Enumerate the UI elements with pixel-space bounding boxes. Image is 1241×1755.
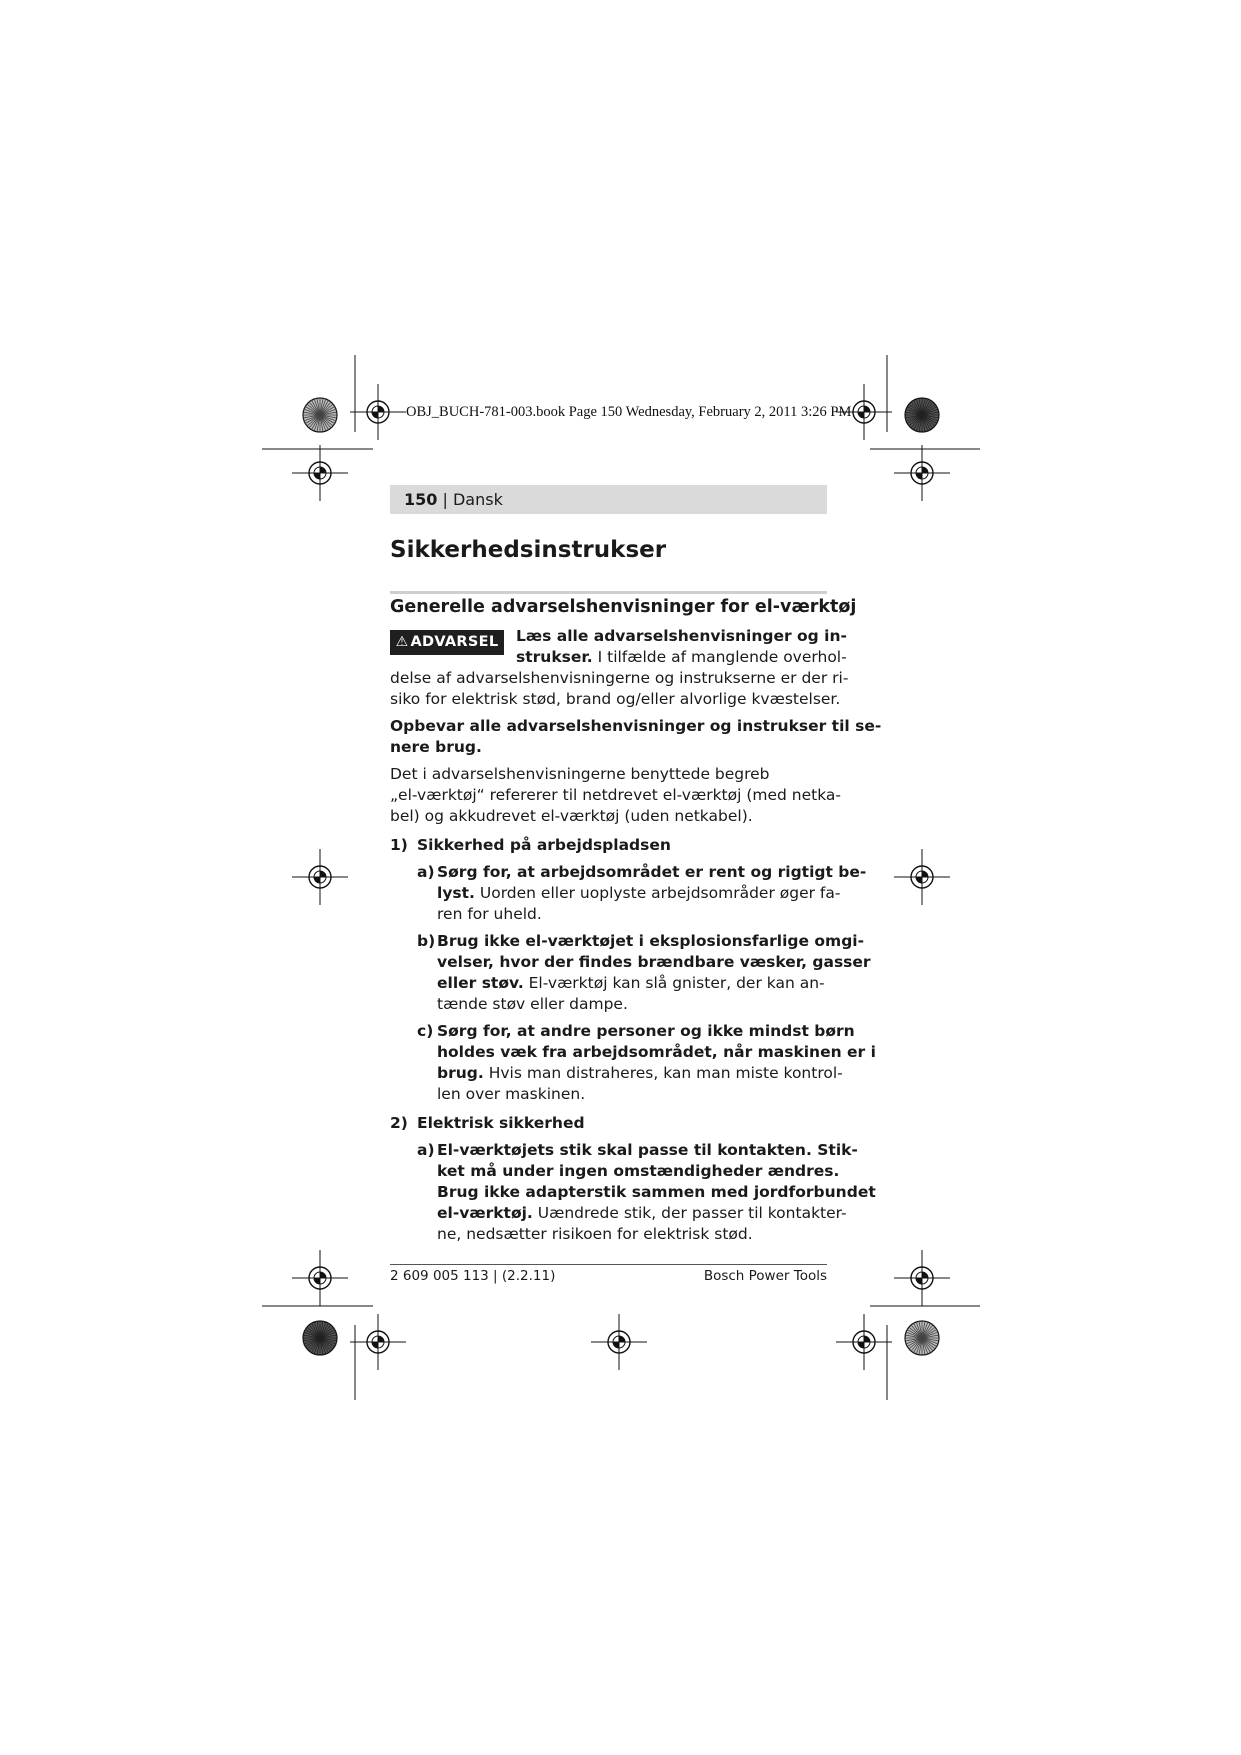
warning-triangle-icon: ⚠ [395, 634, 409, 650]
footer-doc-number: 2 609 005 113 | (2.2.11) [390, 1268, 556, 1284]
keep-instructions-line: nere brug. [390, 738, 482, 756]
list-item-text: lyst. Uorden eller uoplyste arbejdsområder øger fa- [437, 884, 841, 902]
list-item-text: brug. Hvis man distraheres, kan man miste kontrol- [437, 1064, 843, 1082]
list-item-text: tænde støv eller dampe. [437, 995, 628, 1013]
warning-text-line: Læs alle advarselshenvisninger og in- [516, 627, 847, 645]
registration-target-icon [836, 1314, 892, 1370]
registration-target-icon [350, 1314, 406, 1370]
registration-target-icon [292, 1250, 348, 1306]
warning-badge-label: ADVARSEL [410, 634, 499, 650]
registration-target-icon [292, 849, 348, 905]
list-item-text: Brug ikke el-værktøjet i eksplosionsfarlige omgi- [437, 932, 865, 950]
registration-target-icon [894, 849, 950, 905]
list-item-label: a) [417, 1141, 435, 1159]
registration-target-icon [894, 445, 950, 501]
list-item-text: eller støv. El-værktøj kan slå gnister, der kan an- [437, 974, 825, 992]
list-item-text: ren for uheld. [437, 905, 542, 923]
color-star-target-icon [905, 1321, 939, 1355]
footer-divider [390, 1264, 827, 1265]
warning-badge [390, 630, 504, 655]
section-2-title: Elektrisk sikkerhed [417, 1114, 585, 1132]
page-language: Dansk [452, 490, 503, 509]
list-item-label: a) [417, 863, 435, 881]
list-item-text: ket må under ingen omstændigheder ændres. [437, 1162, 840, 1180]
section-divider [390, 591, 827, 594]
registration-target-icon [350, 384, 406, 440]
page-header-separator: | [437, 490, 453, 509]
keep-instructions-line: Opbevar alle advarselshenvisninger og instrukser til se- [390, 717, 882, 735]
section-1-title: Sikkerhed på arbejdspladsen [417, 836, 671, 854]
color-star-target-icon [303, 1321, 337, 1355]
list-item-text: Brug ikke adapterstik sammen med jordforbundet [437, 1183, 876, 1201]
list-item-text: Sørg for, at arbejdsområdet er rent og rigtigt be- [437, 863, 867, 881]
page-header [390, 485, 827, 514]
section-2-number: 2) [390, 1114, 408, 1132]
page-title: Sikkerhedsinstrukser [390, 537, 667, 563]
list-item-label: b) [417, 932, 436, 950]
list-item-text: ne, nedsætter risikoen for elektrisk stød. [437, 1225, 753, 1243]
warning-text-line: delse af advarselshenvisningerne og instrukserne er der ri- [390, 669, 849, 687]
list-item-text: holdes væk fra arbejdsområdet, når maskinen er i [437, 1043, 876, 1061]
definition-line: Det i advarselshenvisningerne benyttede begreb [390, 765, 770, 783]
list-item-label: c) [417, 1022, 434, 1040]
list-item-text: Sørg for, at andre personer og ikke mindst børn [437, 1022, 855, 1040]
color-star-target-icon [905, 398, 939, 432]
definition-line: bel) og akkudrevet el-værktøj (uden netkabel). [390, 807, 753, 825]
section-heading: Generelle advarselshenvisninger for el-værktøj [390, 597, 857, 617]
page-number: 150 [404, 490, 438, 509]
registration-target-icon [292, 445, 348, 501]
list-item-text: len over maskinen. [437, 1085, 586, 1103]
warning-text-line: strukser. I tilfælde af manglende overhol- [516, 648, 847, 666]
warning-text-line: siko for elektrisk stød, brand og/eller alvorlige kvæstelser. [390, 690, 841, 708]
list-item-text: el-værktøj. Uændrede stik, der passer til kontakter- [437, 1204, 847, 1222]
list-item-text: velser, hvor der findes brændbare væsker, gasser [437, 953, 871, 971]
registration-target-icon [894, 1250, 950, 1306]
registration-target-icon [591, 1314, 647, 1370]
definition-line: „el-værktøj“ refererer til netdrevet el-værktøj (med netka- [390, 786, 842, 804]
book-header-slug: OBJ_BUCH-781-003.book Page 150 Wednesday, February 2, 2011 3:26 PM [406, 404, 852, 420]
section-1-number: 1) [390, 836, 408, 854]
list-item-text: El-værktøjets stik skal passe til kontakten. Stik- [437, 1141, 858, 1159]
color-star-target-icon [303, 398, 337, 432]
footer-brand: Bosch Power Tools [703, 1268, 827, 1284]
